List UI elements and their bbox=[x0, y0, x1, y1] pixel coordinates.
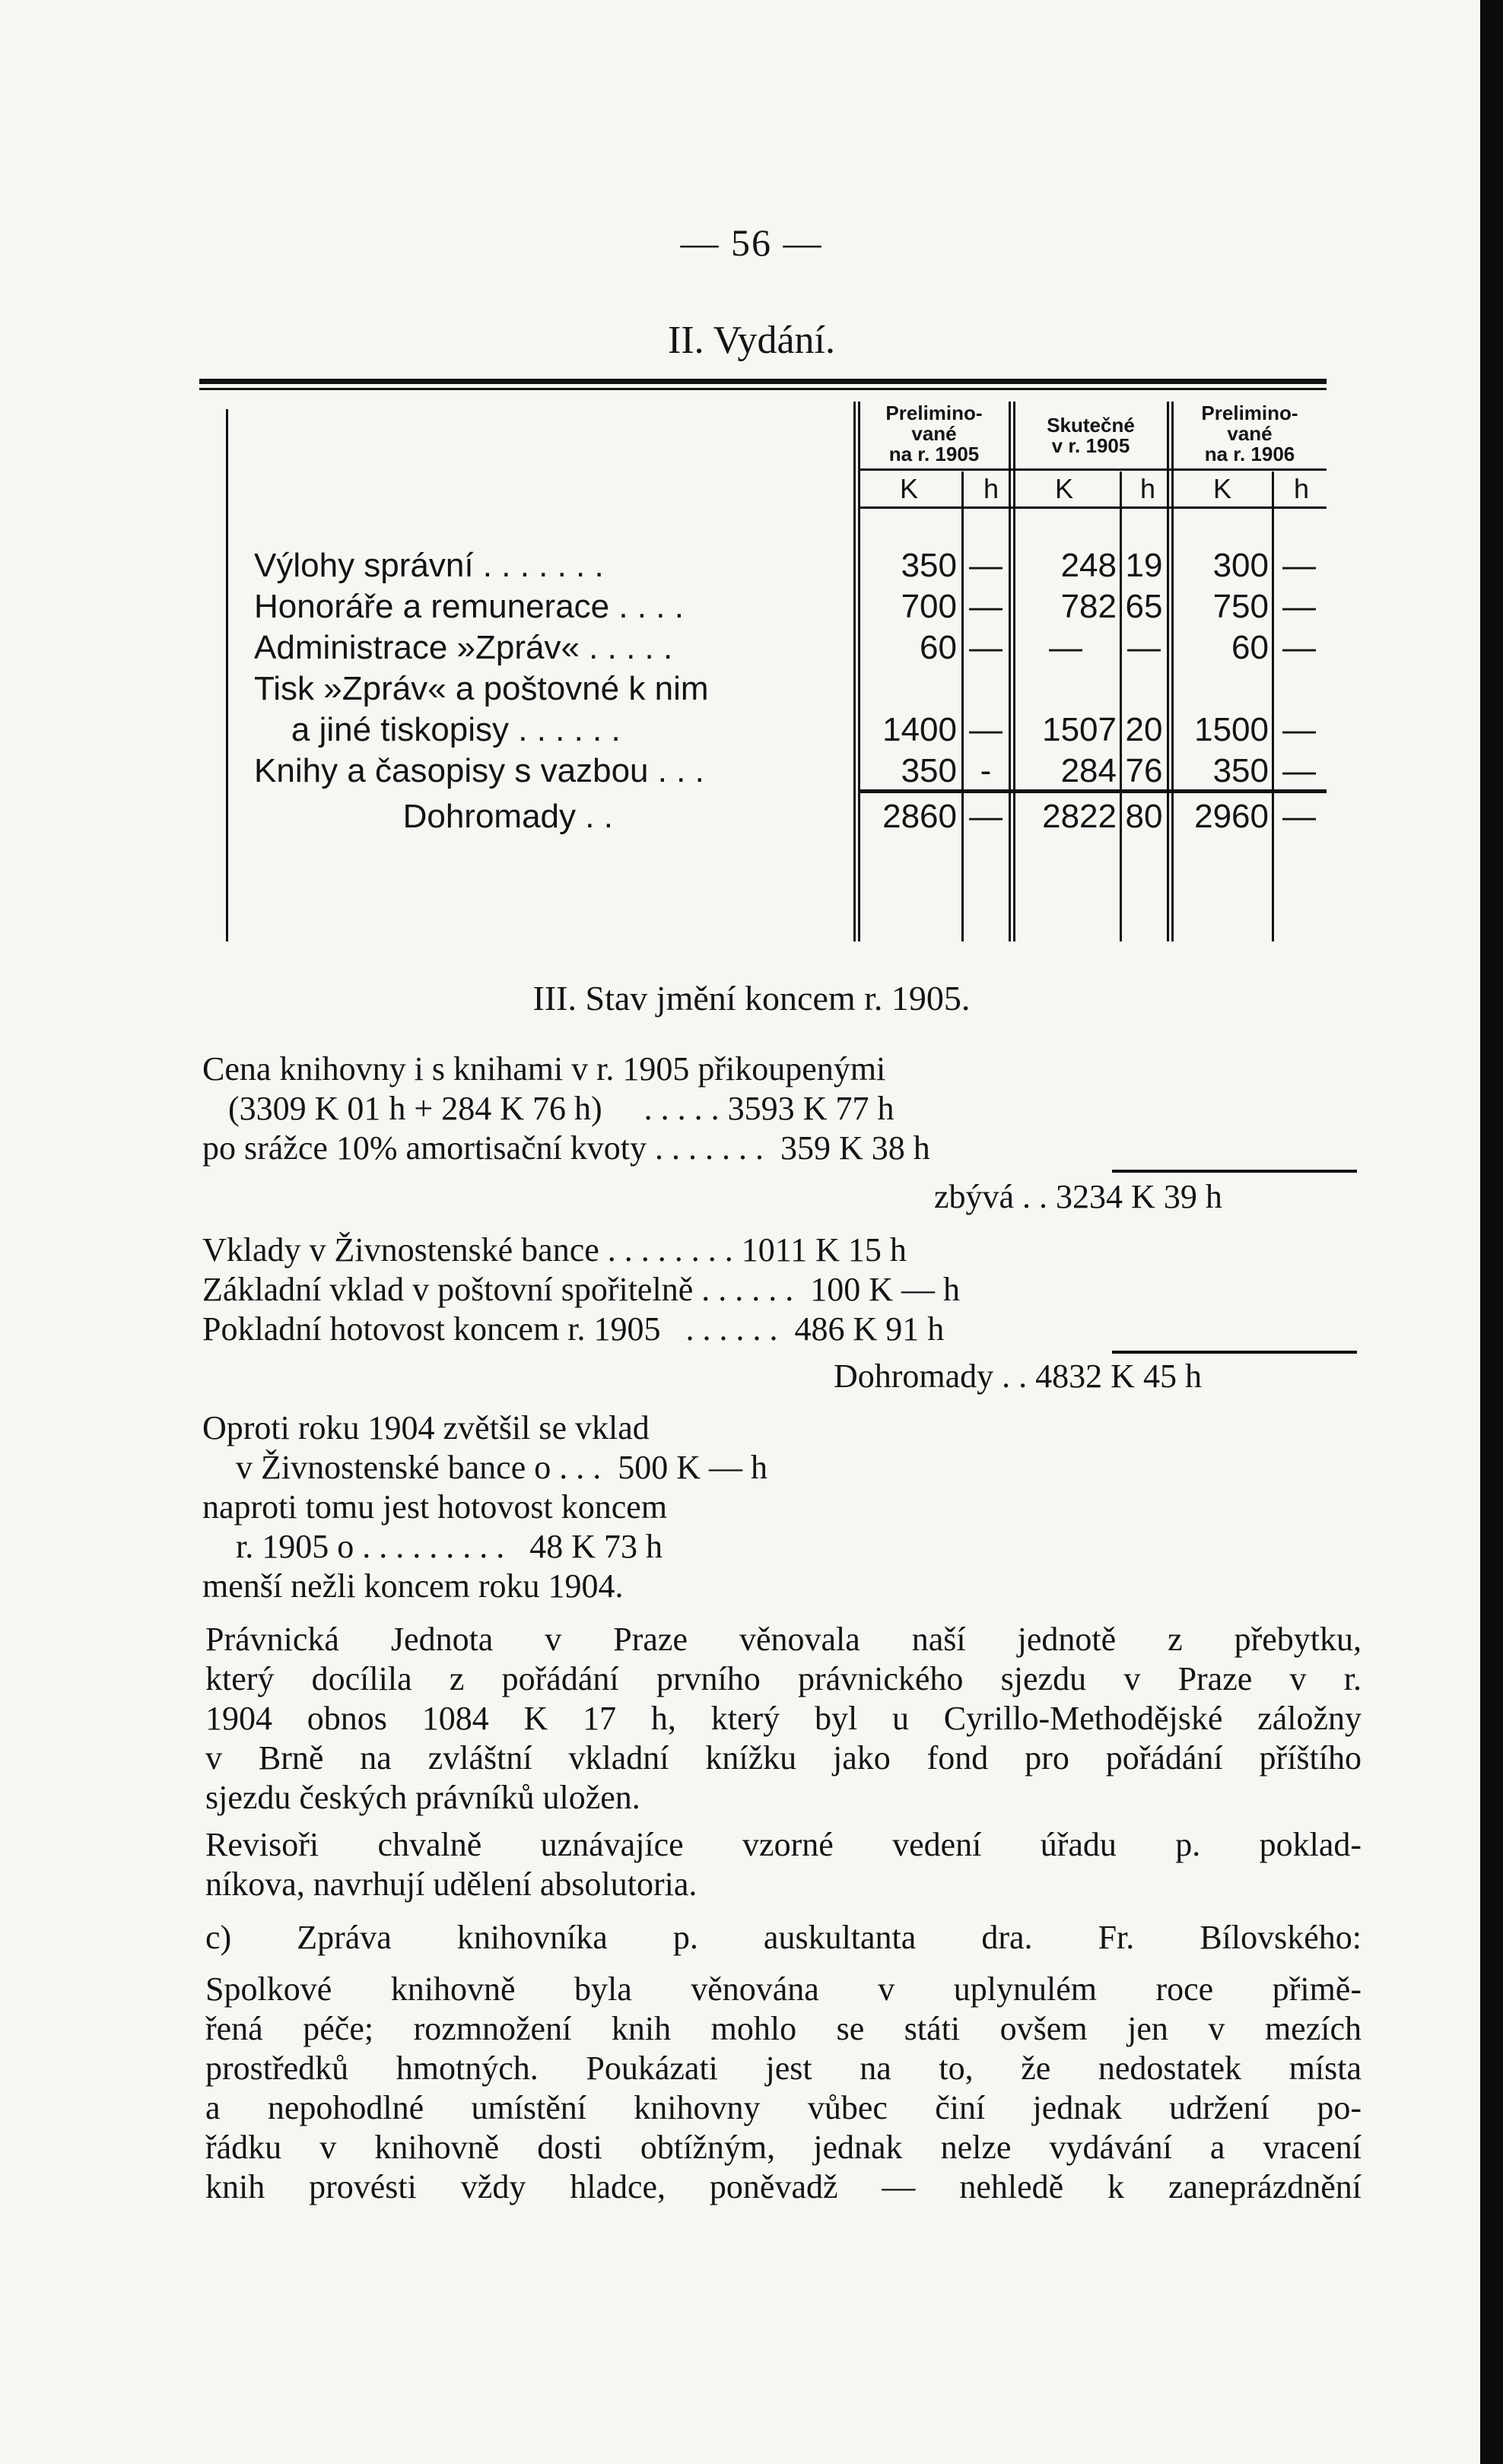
cell-value: 1500 bbox=[1194, 711, 1269, 748]
row-label: Knihy a časopisy s vazbou . . . bbox=[254, 752, 704, 789]
cell-value: 65 bbox=[1125, 588, 1163, 625]
assets-total: Dohromady . . 4832 K 45 h bbox=[834, 1357, 1202, 1395]
row-label: Dohromady . . bbox=[254, 798, 613, 835]
cell-value: — bbox=[969, 588, 1003, 625]
cell-value: — bbox=[1282, 711, 1316, 748]
cell-value: - bbox=[980, 752, 992, 789]
paragraph-line: řádku v knihovně dosti obtížným, jednak nelze vydávání a vracení bbox=[205, 2129, 1362, 2166]
sum-rule bbox=[1112, 1351, 1357, 1354]
paragraph-line: Právnická Jednota v Praze věnovala naší jednotě z přebytku, bbox=[205, 1621, 1362, 1658]
section-c-heading: c) Zpráva knihovníka p. auskultanta dra. Fr. Bílovského: bbox=[205, 1919, 1362, 1956]
k-h-divider bbox=[1120, 472, 1122, 941]
assets-line: Cena knihovny i s knihami v r. 1905 přikoupenými bbox=[202, 1050, 886, 1088]
paragraph-line: řená péče; rozmnožení knih mohlo se státi ovšem jen v mezích bbox=[205, 2010, 1362, 2047]
cell-value: 20 bbox=[1125, 711, 1163, 748]
comparison-line: Oproti roku 1904 zvětšil se vklad bbox=[202, 1409, 650, 1446]
assets-line: Základní vklad v poštovní spořitelně . . . . . . 100 K — h bbox=[202, 1271, 960, 1308]
section-3-title: III. Stav jmění koncem r. 1905. bbox=[532, 979, 971, 1018]
cell-value: 700 bbox=[901, 588, 957, 625]
paragraph-line: prostředků hmotných. Poukázati jest na to, že nedostatek místa bbox=[205, 2050, 1362, 2087]
paragraph-line: níkova, navrhují udělení absolutoria. bbox=[205, 1865, 697, 1903]
paragraph-line: knih provésti vždy hladce, poněvadž — nehledě k zaneprázdnění bbox=[205, 2168, 1362, 2205]
cell-value: 60 bbox=[920, 629, 957, 666]
assets-remaining: zbývá . . 3234 K 39 h bbox=[934, 1178, 1222, 1215]
cell-value: 2822 bbox=[1042, 798, 1117, 835]
comparison-line: v Živnostenské bance o . . . 500 K — h bbox=[202, 1449, 767, 1486]
k-h-divider bbox=[961, 472, 964, 941]
col-line bbox=[853, 402, 856, 941]
cell-value: 350 bbox=[901, 547, 957, 584]
comparison-line: naproti tomu jest hotovost koncem bbox=[202, 1488, 668, 1526]
cell-value: 2860 bbox=[882, 798, 957, 835]
cell-value: — bbox=[969, 798, 1003, 835]
header-actual-1905: Skutečné v r. 1905 bbox=[1047, 414, 1135, 457]
unit-k: K bbox=[1212, 473, 1231, 504]
paragraph-line: v Brně na zvláštní vkladní knížku jako fond pro pořádání příštího bbox=[205, 1739, 1362, 1777]
cell-value: 350 bbox=[901, 752, 957, 789]
header-preliminary-1906: Prelimino- vané na r. 1906 bbox=[1201, 402, 1298, 465]
scan-edge-bar bbox=[1480, 0, 1503, 2464]
row-label: Tisk »Zpráv« a poštovné k nim bbox=[254, 670, 709, 707]
table-top-rule bbox=[199, 379, 1327, 384]
row-label: Honoráře a remunerace . . . . bbox=[254, 588, 684, 625]
cell-value: 2960 bbox=[1194, 798, 1269, 835]
cell-value: — bbox=[1282, 752, 1316, 789]
paragraph-line: 1904 obnos 1084 K 17 h, který byl u Cyrillo-Methodějské záložny bbox=[205, 1700, 1362, 1737]
cell-value: — bbox=[969, 547, 1003, 584]
cell-value: 750 bbox=[1212, 588, 1269, 625]
paragraph-line: sjezdu českých právníků uložen. bbox=[205, 1779, 640, 1816]
assets-line: (3309 K 01 h + 284 K 76 h) . . . . . 3593 K 77 h bbox=[228, 1090, 894, 1127]
unit-h: h bbox=[1293, 473, 1310, 504]
unit-k: K bbox=[899, 473, 918, 504]
cell-value: — bbox=[1282, 547, 1316, 584]
table-left-border bbox=[226, 409, 228, 941]
col-line bbox=[858, 402, 860, 941]
cell-value: 80 bbox=[1125, 798, 1163, 835]
expenses-table bbox=[199, 379, 1327, 941]
cell-value: — bbox=[1049, 629, 1082, 666]
unit-k: K bbox=[1054, 473, 1073, 504]
cell-value: 300 bbox=[1212, 547, 1269, 584]
paragraph-line: a nepohodlné umístění knihovny vůbec činí jednak udržení po- bbox=[205, 2089, 1362, 2126]
cell-value: 350 bbox=[1212, 752, 1269, 789]
unit-h: h bbox=[983, 473, 999, 504]
cell-value: 76 bbox=[1125, 752, 1163, 789]
assets-line: Pokladní hotovost koncem r. 1905 . . . . . . 486 K 91 h bbox=[202, 1310, 945, 1348]
row-label: Výlohy správní . . . . . . . bbox=[254, 547, 604, 584]
comparison-line: menší nežli koncem roku 1904. bbox=[202, 1567, 624, 1605]
cell-value: 19 bbox=[1125, 547, 1163, 584]
page-number: — 56 — bbox=[680, 221, 823, 264]
sum-rule bbox=[1112, 1170, 1357, 1173]
cell-value: 248 bbox=[1060, 547, 1117, 584]
cell-value: — bbox=[1282, 629, 1316, 666]
assets-line: Vklady v Živnostenské bance . . . . . . . . 1011 K 15 h bbox=[202, 1231, 907, 1269]
row-label: Administrace »Zpráv« . . . . . bbox=[254, 629, 673, 666]
cell-value: — bbox=[969, 629, 1003, 666]
cell-value: 1507 bbox=[1042, 711, 1117, 748]
row-label: a jiné tiskopisy . . . . . . bbox=[254, 711, 621, 748]
paragraph-line: Spolkové knihovně byla věnována v uplynulém roce přimě- bbox=[205, 1970, 1362, 2008]
assets-line: po srážce 10% amortisační kvoty . . . . . . . 359 K 38 h bbox=[202, 1129, 930, 1167]
header-rule bbox=[858, 506, 1327, 509]
cell-value: — bbox=[1282, 798, 1316, 835]
cell-value: 782 bbox=[1060, 588, 1117, 625]
unit-h: h bbox=[1139, 473, 1156, 504]
comparison-line: r. 1905 o . . . . . . . . . 48 K 73 h bbox=[202, 1528, 663, 1565]
cell-value: 284 bbox=[1060, 752, 1117, 789]
table-top-rule-thin bbox=[199, 388, 1327, 390]
cell-value: — bbox=[1282, 588, 1316, 625]
cell-value: 1400 bbox=[882, 711, 957, 748]
header-rule bbox=[858, 468, 1327, 471]
section-2-title: II. Vydání. bbox=[667, 319, 835, 362]
cell-value: — bbox=[969, 711, 1003, 748]
paragraph-line: Revisoři chvalně uznávajíce vzorné vedení úřadu p. poklad- bbox=[205, 1826, 1362, 1863]
cell-value: 60 bbox=[1231, 629, 1269, 666]
k-h-divider bbox=[1272, 472, 1274, 941]
header-preliminary-1905: Prelimino- vané na r. 1905 bbox=[885, 402, 983, 465]
paragraph-line: který docílila z pořádání prvního právnického sjezdu v Praze v r. bbox=[205, 1660, 1362, 1697]
cell-value: — bbox=[1127, 629, 1161, 666]
sum-rule bbox=[858, 789, 1327, 793]
